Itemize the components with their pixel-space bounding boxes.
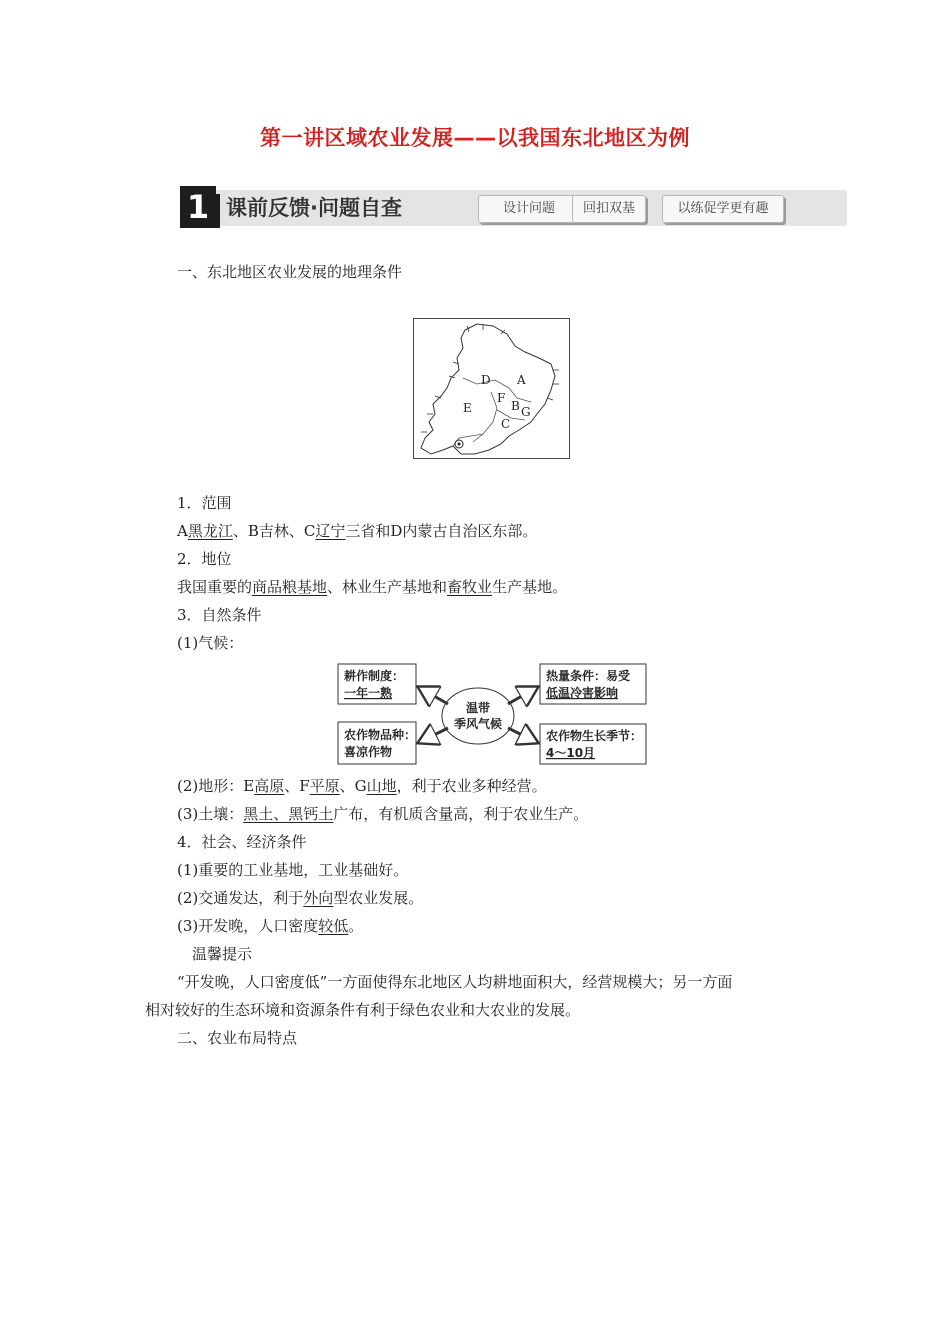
natural-heading: 3．自然条件: [177, 606, 262, 624]
page-title: 第一讲区域农业发展——以我国东北地区为例: [260, 126, 690, 150]
social-item3: (3)开发晚，人口密度较低。: [177, 917, 364, 935]
tip-line2: 相对较好的生态环境和资源条件有利于绿色农业和大农业的发展。: [145, 1001, 581, 1019]
practice-button[interactable]: 以练促学更有趣: [662, 195, 784, 223]
review-basics-button[interactable]: 回扣双基: [572, 195, 646, 223]
blank-liaoning: 辽宁: [315, 522, 346, 540]
map-label-a: A: [517, 373, 526, 387]
blank-mountain: 山地: [366, 777, 397, 795]
arrow-to-variety: [420, 728, 448, 742]
box-heat-label: 热量条件：易受: [546, 669, 631, 683]
climate-heading: (1)气候：: [177, 634, 244, 652]
blank-heilongjiang: 黑龙江: [187, 522, 233, 540]
box-season-label: 农作物生长季节：: [546, 729, 643, 743]
climate-center-line2: 季风气候: [453, 717, 503, 731]
design-question-button[interactable]: 设计问题: [478, 195, 580, 223]
box-farming-label: 耕作制度：: [344, 669, 405, 683]
position-text: 我国重要的商品粮基地、林业生产基地和畜牧业生产基地。: [177, 578, 568, 596]
arrow-to-farming: [420, 688, 448, 704]
position-heading: 2．地位: [177, 550, 232, 568]
scope-text: A黑龙江、B吉林、C辽宁三省和D内蒙古自治区东部。: [177, 522, 538, 540]
climate-center-line1: 温带: [465, 701, 491, 715]
blank-plain: 平原: [309, 777, 340, 795]
map-label-b: B: [511, 399, 520, 413]
blank-livestock: 畜牧业: [447, 578, 493, 596]
section2-heading: 二、农业布局特点: [177, 1029, 298, 1047]
box-variety-label: 农作物品种：: [344, 728, 417, 742]
blank-grain-base: 商品粮基地: [252, 578, 328, 596]
map-label-g: G: [521, 405, 531, 419]
tip-line1: “开发晚，人口密度低”一方面使得东北地区人均耕地面积大，经营规模大；另一方面: [177, 973, 733, 991]
social-heading: 4．社会、经济条件: [177, 833, 307, 851]
map-label-e: E: [463, 401, 472, 415]
blank-low: 较低: [318, 917, 349, 935]
climate-diagram: [336, 660, 648, 768]
blank-plateau: 高原: [254, 777, 285, 795]
scope-heading: 1．范围: [177, 494, 232, 512]
box-farming-value: 一年一熟: [344, 686, 393, 700]
banner-label: 课前反馈·问题自查: [226, 196, 402, 220]
map-label-d: D: [481, 373, 491, 387]
box-heat-value: 低温冷害影响: [546, 686, 619, 700]
capital-marker-dot: [458, 443, 461, 446]
map-label-c: C: [501, 417, 511, 431]
arrow-to-heat: [508, 688, 536, 704]
climate-center-ellipse: [442, 688, 514, 744]
northeast-map: [413, 318, 570, 459]
soil-text: (3)土壤：黑土、黑钙土广布，有机质含量高，利于农业生产。: [177, 805, 589, 823]
blank-black-soil: 黑土、黑钙土: [243, 805, 334, 823]
box-season-value: 4～10月: [546, 746, 596, 760]
section-banner: [180, 186, 847, 228]
social-item2: (2)交通发达，利于外向型农业发展。: [177, 889, 424, 907]
terrain-text: (2)地形：E高原、F平原、G山地，利于农业多种经营。: [177, 777, 547, 795]
tip-heading: 温馨提示: [192, 945, 253, 963]
social-item1: (1)重要的工业基地，工业基础好。: [177, 861, 409, 879]
arrow-to-season: [508, 728, 536, 742]
banner-number: 1: [180, 186, 216, 228]
blank-export: 外向: [303, 889, 334, 907]
section1-heading: 一、东北地区农业发展的地理条件: [177, 263, 403, 281]
map-label-f: F: [497, 391, 506, 405]
box-variety-value: 喜凉作物: [344, 745, 393, 759]
